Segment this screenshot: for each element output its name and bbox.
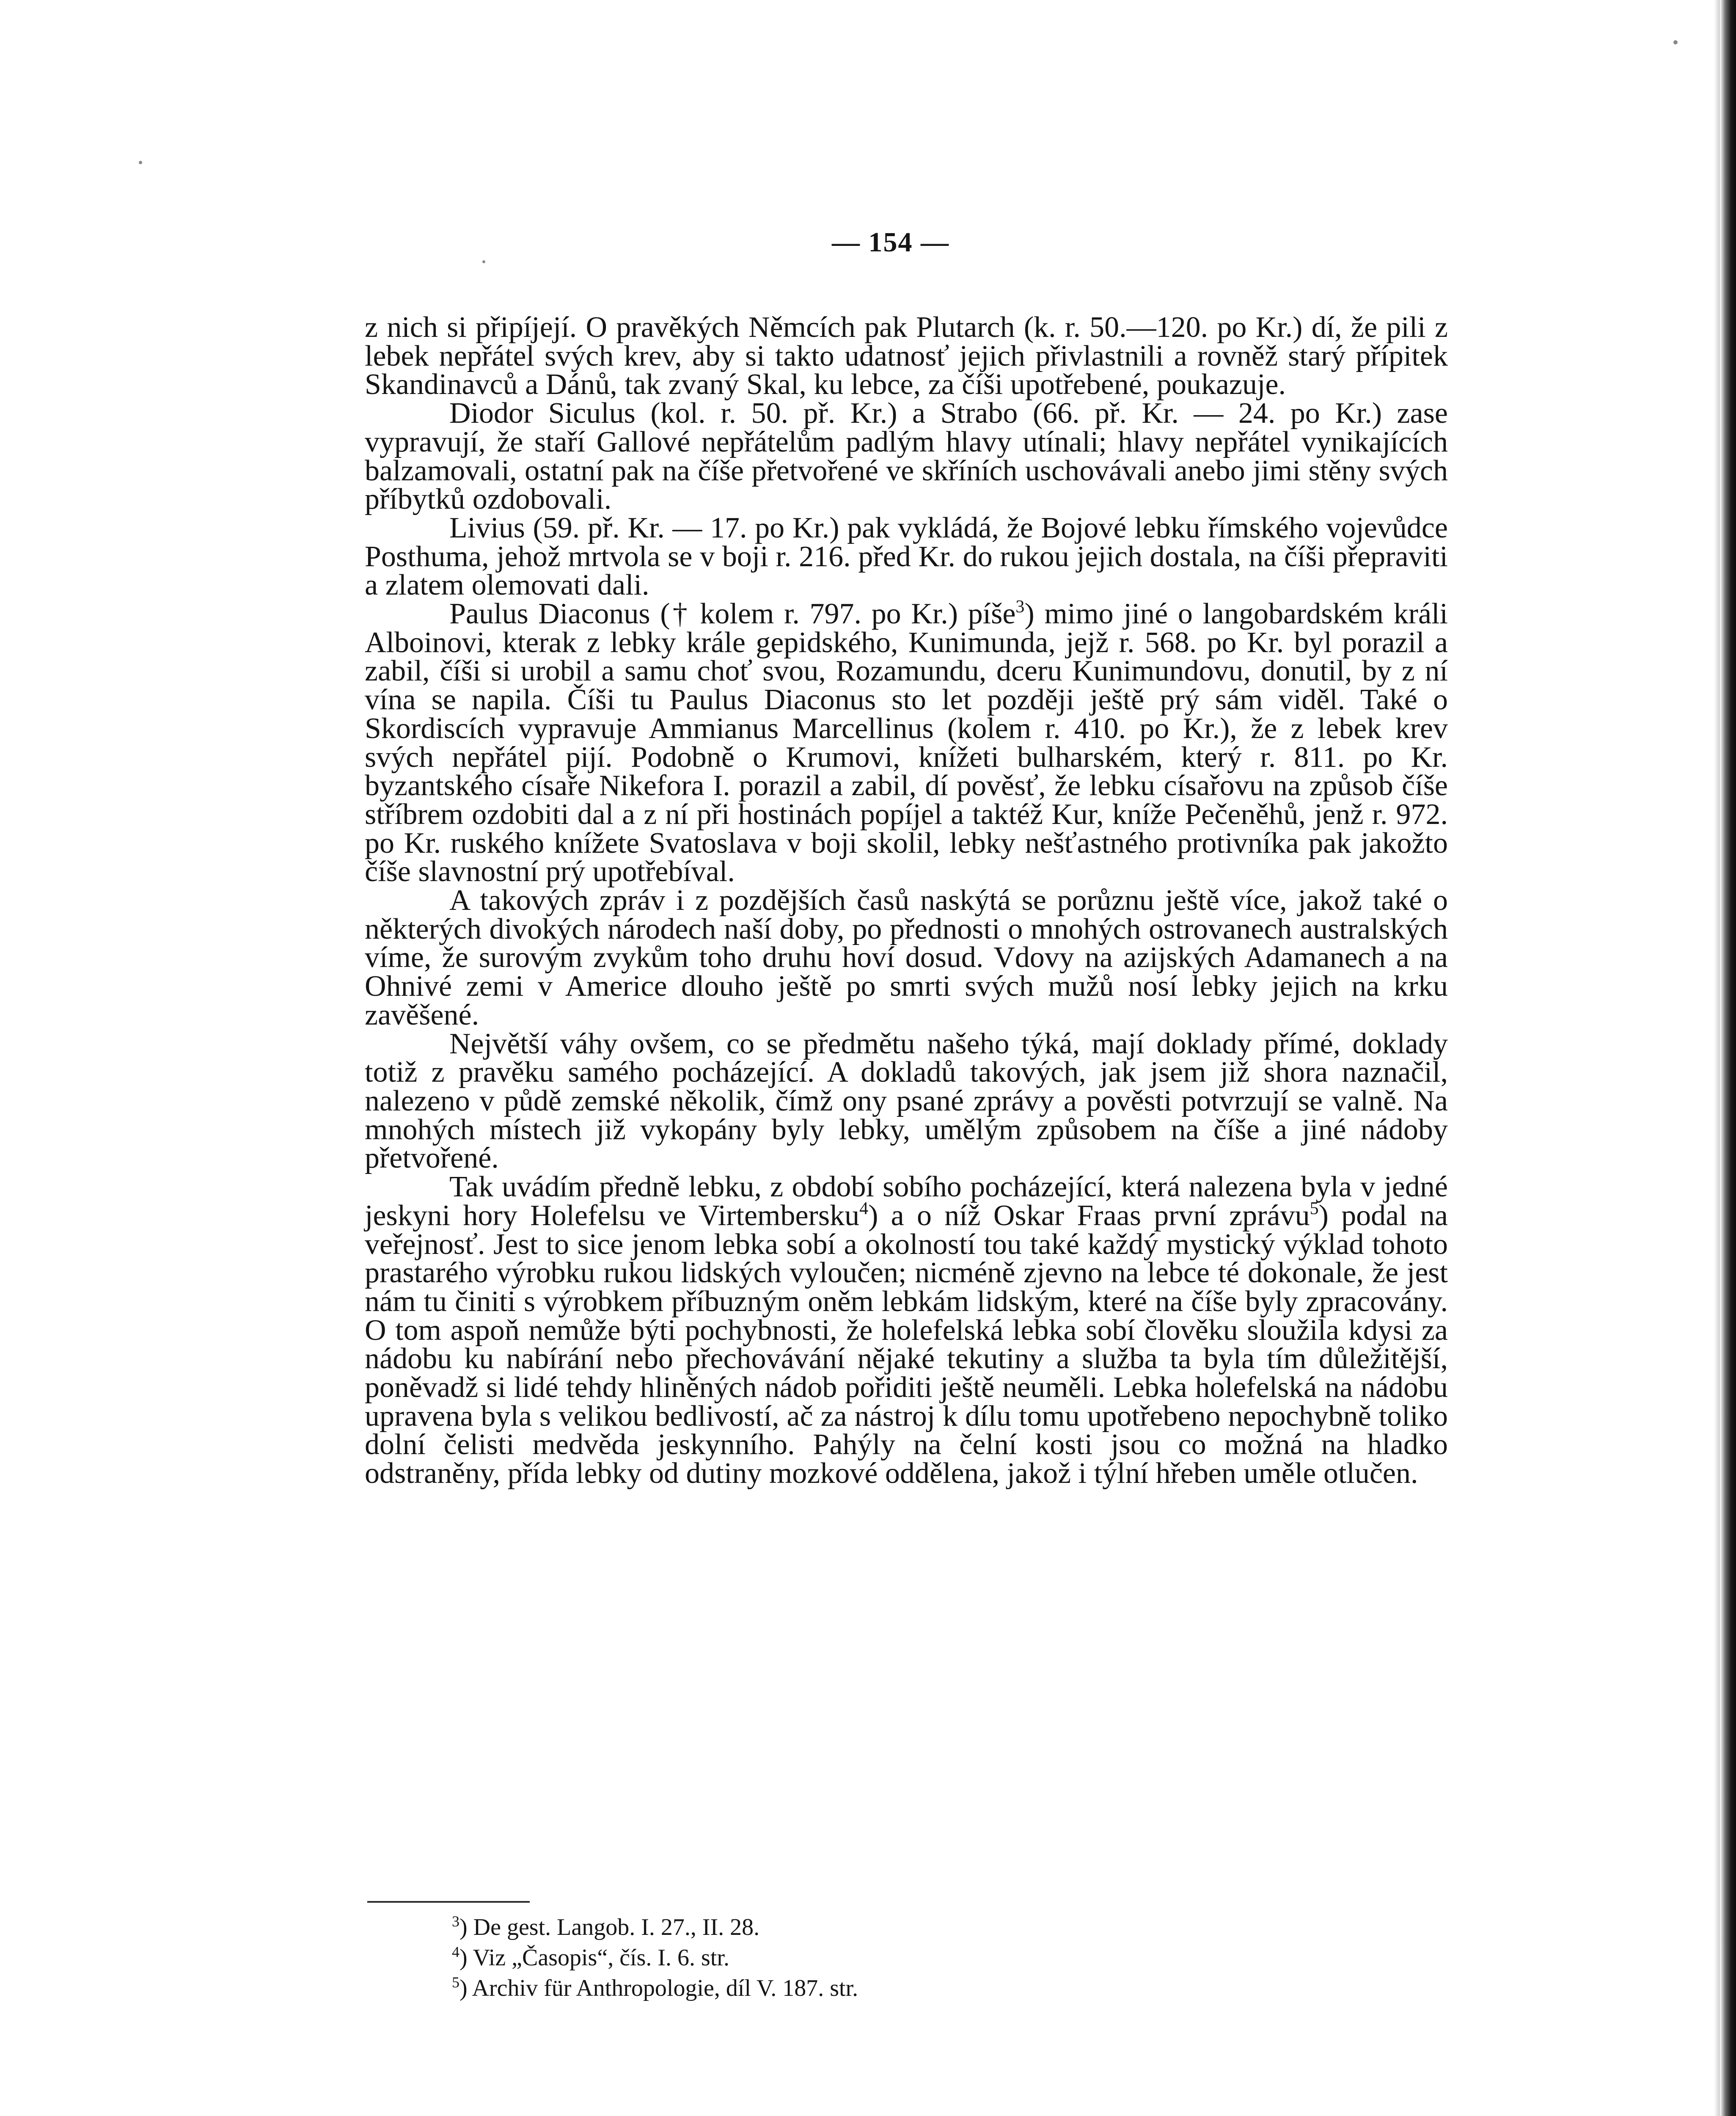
paragraph-text: ) podal na veřejnosť. Jest to sice jenom lebka sobí a okolností tou také každý mystický výklad tohoto prastarého výrobku rukou lidských vyloučen; nicméně zjevno na lebce té dokonale, že jest nám tu činiti s výrobkem příbuzným oněm lebkám lidským, které na číše byly zpracovány. O tom aspoň nemůže býti pochybnosti, že holefelská lebka sobí člověku sloužila kdysi za nádobu ku nabírání nebo přechovávání nějaké tekutiny a služba ta byla tím důležitější, poněvadž si lidé tehdy hliněných nádob pořiditi ještě neuměli. Lebka holefelská na nádobu upravena byla s velikou bedlivostí, ač za nástroj k dílu tomu upotřebeno nepochybně toliko dolní čelisti medvěda jeskynního. Pahýly na čelní kosti jsou co možná na hladko odstraněny, přída lebky od dutiny mozkové oddělena, jakož i týlní hřeben uměle otlučen. xyxy=(365,1199,1448,1490)
footnotes xyxy=(452,1912,1256,2003)
footnote-reference: 5 xyxy=(1310,1199,1319,1218)
paragraph: A takových zpráv i z pozdějších časů naskýtá se porůznu ještě více, jakož také o některých divokých národech naší doby, po přednosti o mnohých ostrovanech australských víme, že surovým zvykům toho druhu hoví dosud. Vdovy na azijských Adamanech a na Ohnivé zemi v Americe dlouho ještě po smrti svých mužů nosí lebky jejich na krku zavěšené. xyxy=(365,884,1448,1031)
footnote xyxy=(452,1942,1256,1973)
page-edge-shadow xyxy=(1714,0,1720,2116)
body-text xyxy=(365,313,1448,1488)
scan-speck xyxy=(482,260,485,263)
footnote xyxy=(452,1973,1256,2003)
paragraph xyxy=(365,597,1448,888)
paragraph-text: ) mimo jiné o langobardském králi Alboinovi, kterak z lebky krále gepidského, Kunimunda, jejž r. 568. po Kr. byl porazil a zabil, číši si urobil a samu choť svou, Rozamundu, dceru Kunimundovu, donutil, by z ní vína se napila. Číši tu Paulus Diaconus sto let později ještě prý sám viděl. Také o Skordiscích vypravuje Ammianus Marcellinus (kolem r. 410. po Kr.), že z lebek krev svých nepřátel pijí. Podobně o Krumovi, knížeti bulharském, který r. 811. po Kr. byzantského císaře Nikefora I. porazil a zabil, dí pověsť, že lebku císařovu na způsob číše stříbrem ozdobiti dal a z ní při hostinách popíjel a taktéž Kur, kníže Pečeněhů, jenž r. 972. po Kr. ruského knížete Svatoslava v boji skolil, lebky nešťastného protivníka pak jakožto číše slavnostní prý upotřebíval. xyxy=(365,598,1448,888)
paragraph: z nich si připíjejí. O pravěkých Němcích pak Plutarch (k. r. 50.—120. po Kr.) dí, že pili z lebek nepřátel svých krev, aby si takto udatnosť jejich přivlastnili a rovněž starý přípitek Skandinavců a Dánů, tak zvaný Skal, ku lebce, za číši upotřebené, poukazuje. xyxy=(365,311,1448,401)
paragraph: Diodor Siculus (kol. r. 50. př. Kr.) a Strabo (66. př. Kr. — 24. po Kr.) zase vypravují, že staří Gallové nepřátelům padlým hlavy utínali; hlavy nepřátel vynikajících balzamovali, ostatní pak na číše přetvořené ve skříních uschovávali anebo jimi stěny svých příbytků ozdobovali. xyxy=(365,397,1448,516)
footnote-separator xyxy=(367,1901,530,1903)
scan-speck xyxy=(1673,40,1678,44)
footnote-mark: 3 xyxy=(452,1913,459,1930)
footnote-reference: 4 xyxy=(859,1199,869,1218)
paragraph-text: ) a o níž Oskar Fraas první zprávu xyxy=(868,1199,1310,1232)
footnote-mark: 5 xyxy=(452,1974,459,1991)
footnote-text: ) De gest. Langob. I. 27., II. 28. xyxy=(459,1914,760,1940)
page-number: — 154 — xyxy=(832,227,949,258)
footnote-mark: 4 xyxy=(452,1943,459,1960)
scan-speck xyxy=(139,161,142,164)
paragraph-text: Tak uvádím předně lebku, z období sobího pocházející, která nalezena byla v jedné jeskyni hory Holefelsu ve Virtembersku xyxy=(365,1171,1448,1232)
footnote-text: ) Archiv für Anthropologie, díl V. 187. str. xyxy=(459,1975,858,2001)
footnote-reference: 3 xyxy=(1015,597,1025,617)
page-edge-scan-border xyxy=(1720,0,1736,2116)
paragraph xyxy=(365,1173,1448,1488)
paragraph-text: Paulus Diaconus († kolem r. 797. po Kr.) píše xyxy=(449,598,1016,631)
footnote xyxy=(452,1912,1256,1942)
paragraph: Největší váhy ovšem, co se předmětu našeho týká, mají doklady přímé, doklady totiž z pravěku samého pocházející. A dokladů takových, jak jsem již shora naznačil, nalezeno v půdě zemské několik, čímž ony psané zprávy a pověsti potvrzují se valně. Na mnohých místech již vykopány byly lebky, umělým způsobem na číše a jiné nádoby přetvořené. xyxy=(365,1027,1448,1175)
paragraph: Livius (59. př. Kr. — 17. po Kr.) pak vykládá, že Bojové lebku římského vojevůdce Posthuma, jehož mrtvola se v boji r. 216. před Kr. do rukou jejich dostala, na číši přepraviti a zlatem olemovati dali. xyxy=(365,511,1448,602)
footnote-text: ) Viz „Časopis“, čís. I. 6. str. xyxy=(459,1945,729,1971)
